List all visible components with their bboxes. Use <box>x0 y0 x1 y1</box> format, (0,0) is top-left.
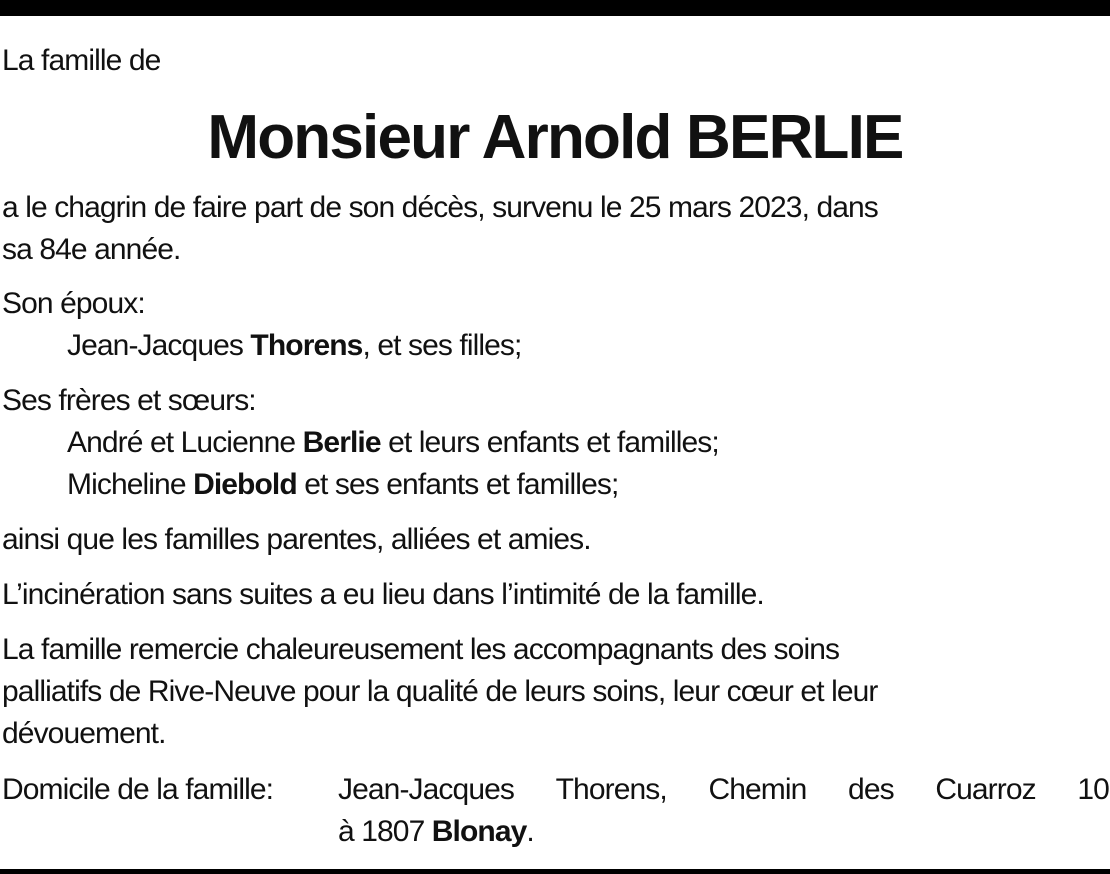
others-text: ainsi que les familles parentes, alliées et amies. <box>2 523 591 556</box>
top-rule <box>0 0 1110 16</box>
sibling-rest: et leurs enfants et familles; <box>380 426 719 459</box>
city-name: Blonay <box>431 815 527 848</box>
city-suffix: . <box>526 815 534 848</box>
intro-text: La famille de <box>2 44 161 77</box>
sibling-surname: Diebold <box>193 468 297 501</box>
announcement-line-2: sa 84e année. <box>2 233 181 266</box>
domicile-address <box>338 769 1109 811</box>
deceased-name: Monsieur Arnold BERLIE <box>207 103 903 172</box>
address-word: Jean-Jacques <box>338 773 514 806</box>
spouse-first-name: Jean-Jacques <box>67 329 251 362</box>
siblings-heading: Ses frères et sœurs: <box>2 384 256 417</box>
spouse-entry <box>67 325 521 367</box>
spouse-surname: Thorens <box>250 329 363 362</box>
sibling-first-name: Micheline <box>67 468 194 501</box>
address-word: Chemin <box>708 773 807 806</box>
ceremony-text: L’incinération sans suites a eu lieu dans l’intimité de la famille. <box>2 578 764 611</box>
address-word: Cuarroz <box>935 773 1036 806</box>
address-word: des <box>848 773 894 806</box>
sibling-entry <box>67 464 618 506</box>
sibling-surname: Berlie <box>302 426 381 459</box>
spouse-rest: , et ses filles; <box>362 329 522 362</box>
sibling-first-name: André et Lucienne <box>67 426 303 459</box>
thanks-line-1: La famille remercie chaleureusement les accompagnants des soins <box>2 633 840 666</box>
announcement-line-1: a le chagrin de faire part de son décès, survenu le 25 mars 2023, dans <box>2 191 878 224</box>
domicile-city-line <box>338 811 534 853</box>
sibling-entry <box>67 422 719 464</box>
address-word: Thorens, <box>555 773 667 806</box>
city-prefix: à 1807 <box>338 815 432 848</box>
thanks-line-3: dévouement. <box>2 717 166 750</box>
bottom-rule <box>0 869 1110 874</box>
domicile-label: Domicile de la famille: <box>2 773 274 806</box>
sibling-rest: et ses enfants et familles; <box>296 468 619 501</box>
thanks-line-2: palliatifs de Rive-Neuve pour la qualité de leurs soins, leur cœur et leur <box>2 675 878 708</box>
spouse-heading: Son époux: <box>2 287 145 320</box>
address-word: 10 <box>1077 773 1109 806</box>
